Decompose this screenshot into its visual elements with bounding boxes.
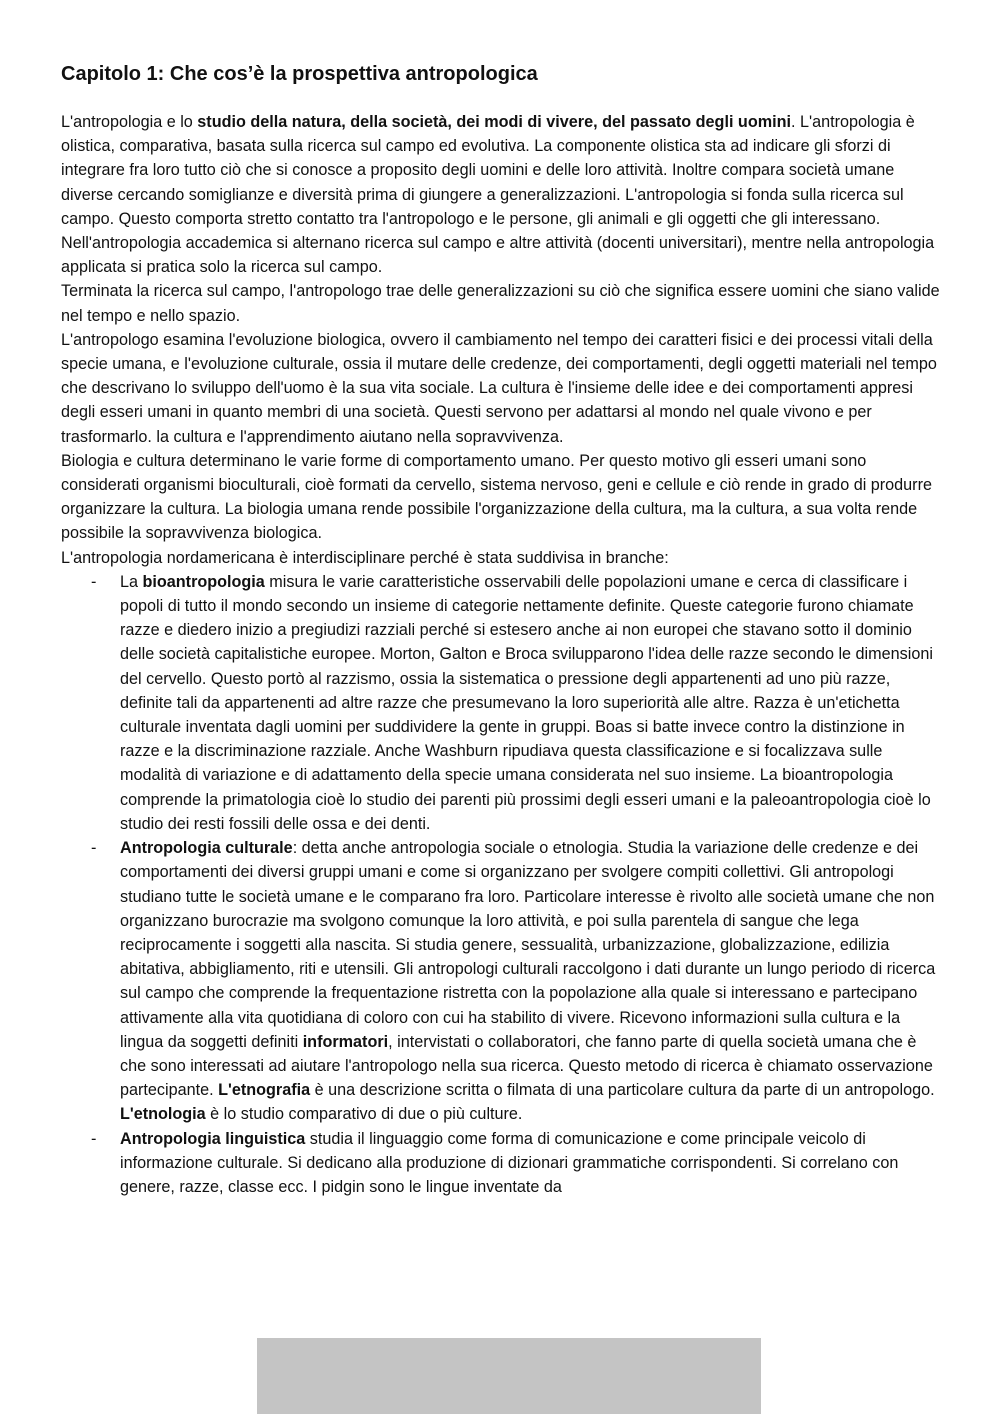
- list-item-antropologia-culturale: [61, 836, 941, 1126]
- item-term-informatori: informatori: [302, 1032, 389, 1051]
- intro-lead: L'antropologia e lo: [61, 113, 198, 131]
- paragraph-biology-culture: Biologia e cultura determinano le varie forme di comportamento umano. Per questo motivo gli esseri umani sono considerati organismi bioculturali, cioè formati da cervello, sistema nervoso, geni e cellule e ciò rende in grado di produrre organizzare la cultura. La biologia umana rende possibile l'organizzazione della cultura, ma la cultura, a sua volta rende possibile la sopravvivenza biologica.: [61, 451, 932, 543]
- item-pre: La: [120, 572, 143, 591]
- chapter-title: Capitolo 1: Che cos’è la prospettiva antropologica: [61, 63, 538, 85]
- item-text-2: , intervistati o collaboratori, che fanno parte di quella società umana che è che sono interessati ad aiutare l'antropologo nella sua ricerca. Questo metodo di ricerca è chiamato osservazione partecipante.: [120, 1032, 933, 1100]
- item-text-4: è lo studio comparativo di due o più culture.: [205, 1105, 523, 1124]
- item-text-3: è una descrizione scritta o filmata di una particolare cultura da parte di un antropologo.: [310, 1081, 935, 1100]
- list-item-bioantropologia: [61, 570, 941, 836]
- item-term: bioantropologia: [142, 572, 265, 591]
- list-bullet: -: [91, 839, 97, 858]
- paragraph-branches-intro: L'antropologia nordamericana è interdisciplinare perché è stata suddivisa in branche:: [61, 548, 669, 567]
- redaction-overlay: [257, 1338, 761, 1414]
- item-text: misura le varie caratteristiche osservabili delle popolazioni umane e cerca di classificare i popoli di tutto il mondo secondo un insieme di categorie nettamente definite. Queste categorie furono chiamate razze e diedero inizio a pregiudizi razziali perché si estesero anche ai non europei che stavano sotto il dominio delle società capitalistiche europee. Morton, Galton e Broca svilupparono l'idea delle razze secondo le dimensioni del cervello. Questo portò al razzismo, ossia la sistematica o pressione degli appartenenti ad uno più razze, definite tali da appartenenti ad altre razze che presumevano la loro superiorità alle altre. Razza è un'etichetta culturale inventata dagli uomini per suddividere la gente in gruppi. Boas si batte invece contro la distinzione in razze e la discriminazione razziale. Anche Washburn ripudiava questa classificazione e si focalizzava sulle modalità di variazione e di adattamento della specie umana considerata nel suo insieme. La bioantropologia comprende la primatologia cioè lo studio dei parenti più prossimi degli esseri umani e la paleoantropologia cioè lo studio dei resti fossili delle ossa e dei denti.: [120, 572, 933, 833]
- list-bullet: -: [91, 572, 97, 591]
- paragraph-intro: [61, 110, 941, 279]
- item-term-etnologia: L'etnologia: [120, 1105, 206, 1124]
- list-bullet: -: [91, 1129, 97, 1148]
- intro-rest: . L'antropologia è olistica, comparativa, basata sulla ricerca sul campo ed evolutiva. La componente olistica sta ad indicare gli sforzi di integrare fra loro tutto ciò che si conosce a proposito degli uomini e delle loro attività. Inoltre compara società umane diverse cercando somiglianze e diversità prima di giungere a generalizzazioni. L'antropologia si fonda sulla ricerca sul campo. Questo comporta stretto contatto tra l'antropologo e le persone, gli animali e gli oggetti che gli interessano. Nell'antropologia accademica si alternano ricerca sul campo e altre attività (docenti universitari), mentre nella antropologia applicata si pratica solo la ricerca sul campo.: [61, 113, 935, 277]
- item-term: Antropologia culturale: [120, 839, 293, 858]
- item-term: Antropologia linguistica: [120, 1129, 306, 1148]
- document-body: [61, 110, 941, 1199]
- list-item-antropologia-linguistica: [61, 1127, 941, 1200]
- item-text: : detta anche antropologia sociale o etnologia. Studia la variazione delle credenze e dei comportamenti dei diversi gruppi umani e come si organizzano per svolgere compiti collettivi. Gli antropologi studiano tutte le società umane e le comparano fra loro. Particolare interesse è rivolto alle società umane che non organizzano burocrazie ma svolgono comunque la loro attività, e poi sulla parentela di sangue che lega reciprocamente i soggetti alla nascita. Si studia genere, sessualità, urbanizzazione, globalizzazione, edilizia abitativa, abbigliamento, riti e utensili. Gli antropologi culturali raccolgono i dati durante un lungo periodo di ricerca sul campo che comprende la frequentazione ristretta con la popolazione alla quale si interessano e partecipano attivamente alla vita quotidiana di coloro con cui ha stabilito di vivere. Ricevono informazioni sulla cultura e la lingua da soggetti definiti: [120, 839, 936, 1051]
- paragraph-generalizations: Terminata la ricerca sul campo, l'antropologo trae delle generalizzazioni su ciò che significa essere uomini che siano valide nel tempo e nello spazio.: [61, 282, 940, 325]
- item-text: studia il linguaggio come forma di comunicazione e come principale veicolo di informazione culturale. Si dedicano alla produzione di dizionari grammatiche corrispondenti. Si correlano con genere, razze, classe ecc. I pidgin sono le lingue inventate da: [120, 1129, 899, 1196]
- paragraph-evolution: L'antropologo esamina l'evoluzione biologica, ovvero il cambiamento nel tempo dei caratteri fisici e dei processi vitali della specie umana, e l'evoluzione culturale, ossia il mutare delle credenze, dei comportamenti, degli oggetti materiali nel tempo che descrivano lo sviluppo dell'uomo è la sua vita sociale. La cultura è l'insieme delle idee e dei comportamenti appresi degli esseri umani in quanto membri di una società. Questi servono per adattarsi al mondo nel quale vivono e per trasformarlo. la cultura e l'apprendimento aiutano nella sopravvivenza.: [61, 330, 937, 446]
- document-page: [61, 58, 941, 1199]
- intro-definition: studio della natura, della società, dei modi di vivere, del passato degli uomini: [197, 113, 791, 131]
- item-term-etnografia: L'etnografia: [218, 1081, 311, 1100]
- branches-list: [61, 570, 941, 1199]
